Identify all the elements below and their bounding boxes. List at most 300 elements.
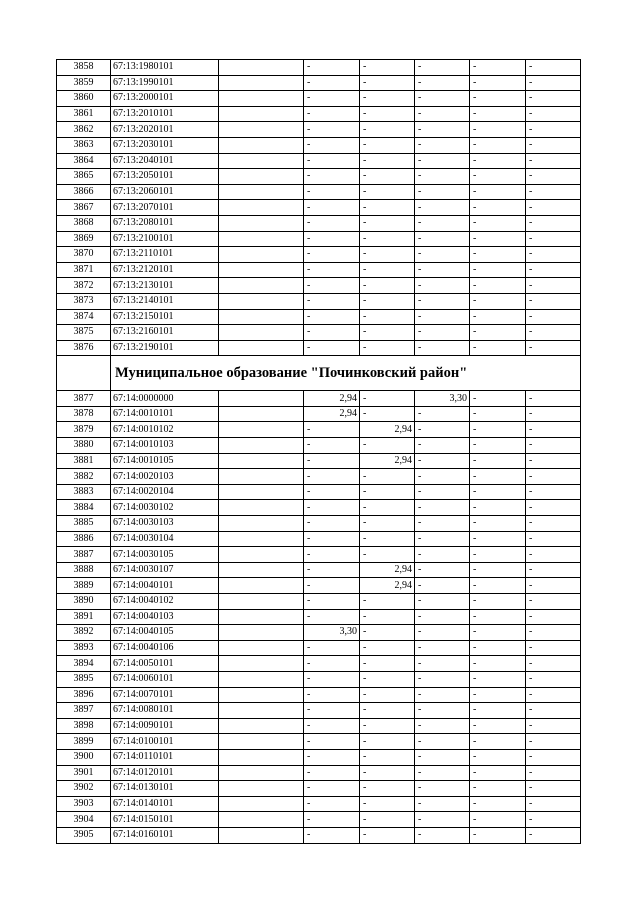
value-cell: -	[526, 325, 581, 341]
value-cell: -	[415, 91, 470, 107]
value-cell: -	[415, 484, 470, 500]
value-cell: -	[470, 137, 526, 153]
row-number-cell: 3863	[57, 137, 111, 153]
value-cell: 2,94	[360, 422, 415, 438]
value-cell: 2,94	[360, 453, 415, 469]
value-cell: -	[304, 547, 360, 563]
value-cell: -	[415, 309, 470, 325]
value-cell: -	[304, 781, 360, 797]
cadastral-code-cell: 67:14:0020104	[111, 484, 219, 500]
value-cell: 2,94	[304, 391, 360, 407]
value-cell: -	[526, 625, 581, 641]
value-cell: -	[470, 656, 526, 672]
blank-cell	[219, 247, 304, 263]
value-cell: -	[415, 169, 470, 185]
blank-cell	[219, 75, 304, 91]
value-cell: -	[526, 309, 581, 325]
cadastral-code-cell: 67:13:2160101	[111, 325, 219, 341]
blank-cell	[219, 169, 304, 185]
cadastral-code-cell: 67:14:0010103	[111, 438, 219, 454]
table-row	[57, 91, 581, 107]
value-cell: -	[304, 516, 360, 532]
table-row	[57, 500, 581, 516]
value-cell: -	[526, 827, 581, 843]
cadastral-code-cell: 67:13:2190101	[111, 340, 219, 356]
value-cell: -	[526, 640, 581, 656]
value-cell: -	[415, 137, 470, 153]
row-number-cell: 3904	[57, 812, 111, 828]
value-cell: -	[360, 293, 415, 309]
value-cell: -	[526, 293, 581, 309]
row-number-cell: 3870	[57, 247, 111, 263]
blank-cell	[219, 640, 304, 656]
table-row	[57, 609, 581, 625]
table-row	[57, 106, 581, 122]
row-number-cell: 3869	[57, 231, 111, 247]
value-cell: -	[415, 640, 470, 656]
row-number-cell: 3864	[57, 153, 111, 169]
value-cell: -	[360, 687, 415, 703]
value-cell: -	[470, 531, 526, 547]
blank-cell	[219, 184, 304, 200]
blank-cell	[219, 293, 304, 309]
row-number-cell: 3871	[57, 262, 111, 278]
value-cell: -	[304, 200, 360, 216]
blank-cell	[219, 703, 304, 719]
value-cell: -	[526, 422, 581, 438]
cadastral-code-cell: 67:13:2100101	[111, 231, 219, 247]
row-number-cell: 3858	[57, 60, 111, 76]
blank-cell	[219, 500, 304, 516]
value-cell: -	[415, 278, 470, 294]
value-cell: -	[360, 827, 415, 843]
value-cell: -	[526, 531, 581, 547]
value-cell: -	[304, 640, 360, 656]
value-cell: -	[526, 765, 581, 781]
table-row	[57, 827, 581, 843]
value-cell: -	[526, 781, 581, 797]
table-row	[57, 671, 581, 687]
blank-cell	[219, 827, 304, 843]
section-header	[57, 356, 581, 391]
blank-cell	[219, 562, 304, 578]
row-number-cell: 3881	[57, 453, 111, 469]
row-number-cell: 3874	[57, 309, 111, 325]
row-number-cell: 3882	[57, 469, 111, 485]
value-cell: -	[470, 247, 526, 263]
table-row	[57, 687, 581, 703]
value-cell: -	[360, 718, 415, 734]
row-number-cell: 3878	[57, 406, 111, 422]
row-number-cell: 3889	[57, 578, 111, 594]
value-cell: -	[360, 609, 415, 625]
value-cell: -	[470, 469, 526, 485]
value-cell: -	[304, 718, 360, 734]
value-cell: -	[526, 703, 581, 719]
row-number-cell: 3894	[57, 656, 111, 672]
value-cell: -	[415, 340, 470, 356]
value-cell: -	[304, 422, 360, 438]
value-cell: -	[360, 215, 415, 231]
value-cell: -	[470, 749, 526, 765]
value-cell: -	[415, 215, 470, 231]
value-cell: -	[415, 749, 470, 765]
value-cell: -	[304, 656, 360, 672]
table-row	[57, 137, 581, 153]
value-cell: -	[470, 453, 526, 469]
value-cell: -	[470, 293, 526, 309]
value-cell: -	[526, 153, 581, 169]
value-cell: -	[470, 827, 526, 843]
value-cell: -	[415, 200, 470, 216]
value-cell: -	[526, 484, 581, 500]
value-cell: -	[304, 106, 360, 122]
blank-cell	[219, 687, 304, 703]
blank-cell	[219, 625, 304, 641]
table-row	[57, 153, 581, 169]
table-row	[57, 453, 581, 469]
value-cell: -	[526, 500, 581, 516]
value-cell: -	[360, 781, 415, 797]
value-cell: -	[526, 547, 581, 563]
value-cell: -	[470, 91, 526, 107]
value-cell: -	[526, 718, 581, 734]
cadastral-table	[56, 59, 581, 844]
value-cell: -	[415, 75, 470, 91]
row-number-cell: 3875	[57, 325, 111, 341]
table-row	[57, 484, 581, 500]
cadastral-code-cell: 67:14:0010102	[111, 422, 219, 438]
cadastral-code-cell: 67:14:0130101	[111, 781, 219, 797]
value-cell: -	[304, 453, 360, 469]
value-cell: -	[470, 703, 526, 719]
value-cell: -	[470, 309, 526, 325]
blank-cell	[219, 516, 304, 532]
value-cell: -	[304, 278, 360, 294]
table-row	[57, 391, 581, 407]
value-cell: -	[304, 796, 360, 812]
row-number-cell: 3879	[57, 422, 111, 438]
cadastral-code-cell: 67:13:2140101	[111, 293, 219, 309]
cadastral-code-cell: 67:14:0000000	[111, 391, 219, 407]
value-cell: -	[360, 796, 415, 812]
cadastral-code-cell: 67:13:2130101	[111, 278, 219, 294]
value-cell: -	[470, 718, 526, 734]
value-cell: -	[470, 640, 526, 656]
value-cell: -	[415, 781, 470, 797]
value-cell: -	[360, 656, 415, 672]
cadastral-code-cell: 67:14:0020103	[111, 469, 219, 485]
blank-cell	[219, 812, 304, 828]
value-cell: -	[304, 578, 360, 594]
value-cell: -	[526, 438, 581, 454]
row-number-cell: 3880	[57, 438, 111, 454]
row-number-cell: 3887	[57, 547, 111, 563]
table-row	[57, 215, 581, 231]
value-cell: -	[526, 469, 581, 485]
value-cell: -	[470, 687, 526, 703]
value-cell: -	[304, 749, 360, 765]
table-row	[57, 734, 581, 750]
value-cell: -	[360, 749, 415, 765]
value-cell: -	[526, 671, 581, 687]
row-number-cell: 3861	[57, 106, 111, 122]
value-cell: -	[360, 625, 415, 641]
value-cell: -	[360, 231, 415, 247]
blank-cell	[219, 262, 304, 278]
table-row	[57, 293, 581, 309]
value-cell: -	[470, 765, 526, 781]
table-row	[57, 75, 581, 91]
value-cell: -	[415, 531, 470, 547]
value-cell: -	[415, 406, 470, 422]
row-number-cell: 3896	[57, 687, 111, 703]
blank-cell	[219, 325, 304, 341]
row-number-cell: 3900	[57, 749, 111, 765]
table-row	[57, 749, 581, 765]
value-cell: -	[360, 309, 415, 325]
value-cell: -	[470, 578, 526, 594]
value-cell: -	[470, 500, 526, 516]
value-cell: -	[526, 169, 581, 185]
value-cell: -	[304, 609, 360, 625]
row-number-cell: 3902	[57, 781, 111, 797]
value-cell: -	[526, 75, 581, 91]
value-cell: -	[304, 703, 360, 719]
value-cell: -	[526, 122, 581, 138]
value-cell: -	[304, 169, 360, 185]
table-row	[57, 278, 581, 294]
value-cell: -	[360, 247, 415, 263]
table-row	[57, 547, 581, 563]
value-cell: -	[360, 325, 415, 341]
value-cell: -	[470, 547, 526, 563]
value-cell: -	[415, 671, 470, 687]
value-cell: -	[470, 594, 526, 610]
value-cell: -	[360, 547, 415, 563]
value-cell: -	[304, 325, 360, 341]
cadastral-code-cell: 67:14:0090101	[111, 718, 219, 734]
value-cell: -	[470, 734, 526, 750]
value-cell: -	[360, 106, 415, 122]
value-cell: -	[415, 122, 470, 138]
cadastral-code-cell: 67:13:2080101	[111, 215, 219, 231]
row-number-cell: 3893	[57, 640, 111, 656]
value-cell: -	[470, 169, 526, 185]
table-row	[57, 231, 581, 247]
value-cell: -	[526, 594, 581, 610]
row-number-cell: 3892	[57, 625, 111, 641]
section-title: Муниципальное образование "Починковский район"	[111, 356, 581, 391]
value-cell: -	[526, 796, 581, 812]
value-cell: -	[470, 153, 526, 169]
value-cell: -	[415, 609, 470, 625]
cadastral-code-cell: 67:13:2120101	[111, 262, 219, 278]
blank-cell	[219, 340, 304, 356]
value-cell: -	[304, 671, 360, 687]
value-cell: -	[526, 749, 581, 765]
value-cell: -	[526, 278, 581, 294]
table-row	[57, 469, 581, 485]
value-cell: -	[470, 184, 526, 200]
value-cell: -	[360, 531, 415, 547]
value-cell: -	[415, 231, 470, 247]
value-cell: -	[415, 60, 470, 76]
value-cell: -	[304, 812, 360, 828]
value-cell: -	[304, 262, 360, 278]
value-cell: -	[304, 484, 360, 500]
table-row	[57, 531, 581, 547]
value-cell: -	[360, 200, 415, 216]
value-cell: -	[526, 91, 581, 107]
value-cell: -	[470, 812, 526, 828]
cadastral-code-cell: 67:14:0120101	[111, 765, 219, 781]
value-cell: -	[415, 656, 470, 672]
value-cell: -	[304, 734, 360, 750]
row-number-cell: 3898	[57, 718, 111, 734]
value-cell: -	[526, 60, 581, 76]
value-cell: 2,94	[360, 578, 415, 594]
value-cell: -	[470, 340, 526, 356]
cadastral-code-cell: 67:14:0160101	[111, 827, 219, 843]
cadastral-code-cell: 67:14:0060101	[111, 671, 219, 687]
value-cell: -	[415, 438, 470, 454]
value-cell: -	[415, 796, 470, 812]
value-cell: -	[304, 562, 360, 578]
value-cell: -	[304, 340, 360, 356]
row-number-cell: 3891	[57, 609, 111, 625]
value-cell: -	[526, 578, 581, 594]
value-cell: -	[415, 578, 470, 594]
value-cell: -	[360, 594, 415, 610]
cadastral-code-cell: 67:14:0040101	[111, 578, 219, 594]
value-cell: -	[526, 247, 581, 263]
value-cell: -	[304, 594, 360, 610]
value-cell: -	[304, 184, 360, 200]
table-row	[57, 516, 581, 532]
cadastral-code-cell: 67:13:2110101	[111, 247, 219, 263]
value-cell: -	[360, 184, 415, 200]
value-cell: -	[304, 827, 360, 843]
table-row	[57, 262, 581, 278]
row-number-cell: 3867	[57, 200, 111, 216]
value-cell: -	[304, 438, 360, 454]
value-cell: -	[470, 516, 526, 532]
row-number-cell: 3883	[57, 484, 111, 500]
value-cell: -	[526, 516, 581, 532]
value-cell: -	[470, 75, 526, 91]
table-row	[57, 169, 581, 185]
table-row	[57, 718, 581, 734]
blank-cell	[219, 469, 304, 485]
cadastral-code-cell: 67:13:2070101	[111, 200, 219, 216]
table-row	[57, 309, 581, 325]
blank-cell	[219, 60, 304, 76]
value-cell: -	[526, 609, 581, 625]
value-cell: -	[304, 75, 360, 91]
row-number-cell: 3905	[57, 827, 111, 843]
value-cell: -	[470, 391, 526, 407]
value-cell: -	[526, 106, 581, 122]
cadastral-code-cell: 67:14:0100101	[111, 734, 219, 750]
value-cell: -	[415, 594, 470, 610]
blank-cell	[219, 781, 304, 797]
value-cell: -	[360, 438, 415, 454]
row-number-cell: 3868	[57, 215, 111, 231]
blank-cell	[219, 391, 304, 407]
value-cell: -	[304, 247, 360, 263]
blank-cell	[219, 309, 304, 325]
value-cell: -	[415, 734, 470, 750]
value-cell: -	[304, 500, 360, 516]
cadastral-code-cell: 67:13:2020101	[111, 122, 219, 138]
cadastral-code-cell: 67:14:0030107	[111, 562, 219, 578]
value-cell: -	[360, 340, 415, 356]
table-row	[57, 60, 581, 76]
blank-cell	[219, 578, 304, 594]
value-cell: -	[470, 671, 526, 687]
value-cell: -	[360, 169, 415, 185]
blank-cell	[219, 153, 304, 169]
cadastral-code-cell: 67:14:0080101	[111, 703, 219, 719]
value-cell: -	[526, 340, 581, 356]
value-cell: -	[526, 687, 581, 703]
cadastral-code-cell: 67:13:2000101	[111, 91, 219, 107]
table-body-district-14	[57, 391, 581, 843]
cadastral-code-cell: 67:14:0050101	[111, 656, 219, 672]
value-cell: -	[526, 562, 581, 578]
table-row	[57, 765, 581, 781]
value-cell: -	[360, 812, 415, 828]
table-row	[57, 122, 581, 138]
table-row	[57, 200, 581, 216]
value-cell: -	[360, 500, 415, 516]
value-cell: -	[415, 765, 470, 781]
blank-cell	[219, 137, 304, 153]
row-number-cell: 3860	[57, 91, 111, 107]
value-cell: -	[415, 718, 470, 734]
row-number-cell: 3901	[57, 765, 111, 781]
cadastral-code-cell: 67:13:2010101	[111, 106, 219, 122]
value-cell: -	[470, 484, 526, 500]
table-row	[57, 656, 581, 672]
row-number-cell: 3903	[57, 796, 111, 812]
value-cell: -	[415, 325, 470, 341]
cadastral-code-cell: 67:14:0030102	[111, 500, 219, 516]
value-cell: 2,94	[304, 406, 360, 422]
blank-cell	[219, 438, 304, 454]
value-cell: -	[470, 231, 526, 247]
value-cell: -	[415, 516, 470, 532]
row-number-cell: 3899	[57, 734, 111, 750]
cadastral-code-cell: 67:14:0030103	[111, 516, 219, 532]
value-cell: -	[415, 262, 470, 278]
blank-cell	[219, 484, 304, 500]
cadastral-code-cell: 67:14:0150101	[111, 812, 219, 828]
value-cell: -	[470, 422, 526, 438]
table-row	[57, 625, 581, 641]
blank-cell	[219, 594, 304, 610]
blank-cell	[219, 531, 304, 547]
value-cell: -	[415, 293, 470, 309]
value-cell: -	[360, 391, 415, 407]
row-number-cell: 3866	[57, 184, 111, 200]
value-cell: -	[304, 293, 360, 309]
value-cell: -	[470, 60, 526, 76]
value-cell: -	[415, 562, 470, 578]
table-row	[57, 796, 581, 812]
table-row	[57, 812, 581, 828]
